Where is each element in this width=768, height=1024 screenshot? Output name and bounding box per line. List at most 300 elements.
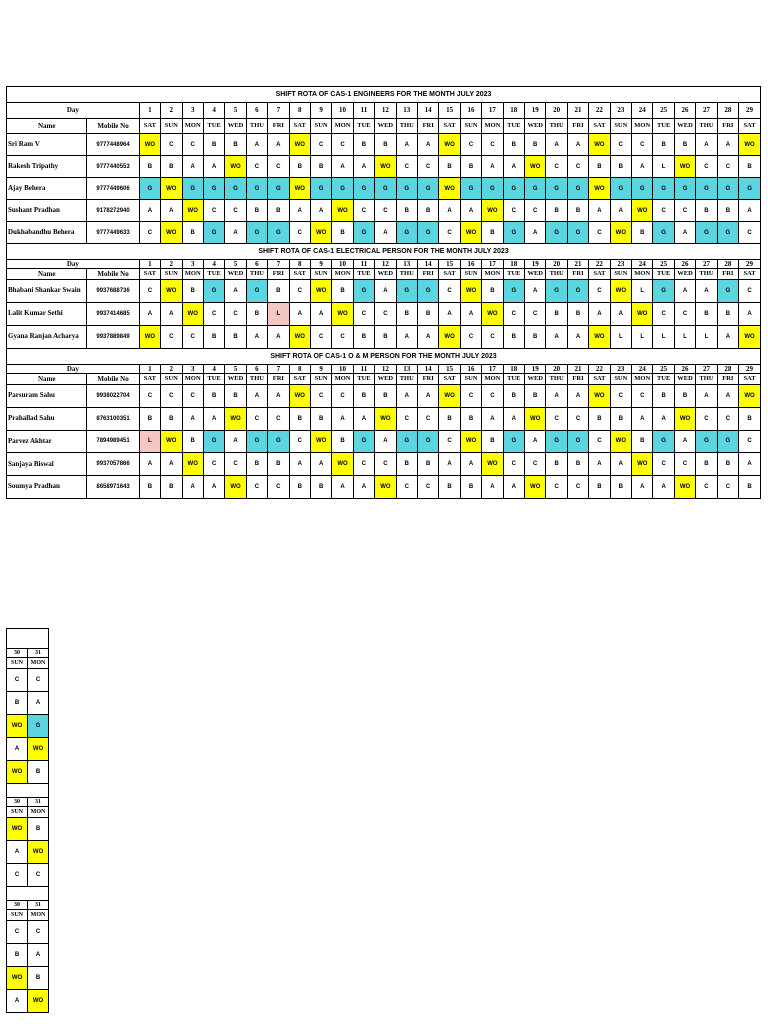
shift-cell: C bbox=[7, 921, 28, 944]
shift-cell: WO bbox=[632, 453, 653, 476]
mobile-number: 8658971643 bbox=[87, 476, 139, 499]
shift-cell: A bbox=[289, 200, 310, 222]
day-number: 27 bbox=[696, 365, 717, 374]
shift-cell: C bbox=[439, 280, 460, 303]
shift-cell: B bbox=[268, 280, 289, 303]
shift-cell: A bbox=[375, 430, 396, 453]
weekday: SUN bbox=[161, 374, 182, 385]
shift-cell: C bbox=[332, 326, 353, 349]
shift-cell: B bbox=[417, 303, 438, 326]
shift-cell: WO bbox=[310, 280, 331, 303]
mobile-number: 9937688736 bbox=[87, 280, 139, 303]
day-number: 10 bbox=[332, 260, 353, 269]
day-number: 9 bbox=[310, 260, 331, 269]
shift-cell: A bbox=[353, 407, 374, 430]
shift-cell: A bbox=[353, 156, 374, 178]
section-title: SHIFT ROTA OF CAS-1 ELECTRICAL PERSON FOR THE MONTH JULY 2023 bbox=[7, 244, 761, 260]
section-title: SHIFT ROTA OF CAS-1 ENGINEERS FOR THE MONTH JULY 2023 bbox=[7, 87, 761, 103]
shift-cell: B bbox=[739, 407, 761, 430]
shift-cell: C bbox=[139, 280, 160, 303]
shift-cell: G bbox=[546, 280, 567, 303]
weekday: TUE bbox=[203, 269, 224, 280]
weekday: WED bbox=[225, 269, 246, 280]
shift-cell: A bbox=[396, 134, 417, 156]
day-number: 10 bbox=[332, 103, 353, 119]
shift-cell: L bbox=[653, 156, 674, 178]
shift-cell: G bbox=[503, 280, 524, 303]
shift-cell: G bbox=[525, 178, 546, 200]
day-number: 1 bbox=[139, 103, 160, 119]
shift-cell: WO bbox=[161, 222, 182, 244]
weekday: FRI bbox=[717, 119, 738, 134]
weekday: SUN bbox=[7, 658, 28, 669]
blank-title-cell bbox=[7, 784, 49, 798]
shift-cell: C bbox=[653, 453, 674, 476]
weekday: THU bbox=[696, 374, 717, 385]
table-row bbox=[7, 841, 49, 864]
shift-cell: WO bbox=[7, 761, 28, 784]
shift-cell: C bbox=[439, 222, 460, 244]
shift-cell: A bbox=[546, 326, 567, 349]
shift-cell: B bbox=[182, 280, 203, 303]
shift-cell: C bbox=[7, 669, 28, 692]
weekday: THU bbox=[396, 119, 417, 134]
day-number: 8 bbox=[289, 260, 310, 269]
day-number: 11 bbox=[353, 365, 374, 374]
table-row bbox=[7, 407, 761, 430]
table-row bbox=[7, 430, 761, 453]
shift-cell: L bbox=[653, 326, 674, 349]
shift-cell: A bbox=[653, 407, 674, 430]
shift-cell: A bbox=[332, 476, 353, 499]
shift-cell: WO bbox=[460, 280, 481, 303]
shift-cell: A bbox=[396, 326, 417, 349]
weekday: MON bbox=[482, 374, 503, 385]
shift-cell: WO bbox=[525, 476, 546, 499]
weekday: SAT bbox=[439, 374, 460, 385]
weekday: SAT bbox=[139, 374, 160, 385]
weekday: WED bbox=[674, 269, 695, 280]
shift-cell: G bbox=[653, 430, 674, 453]
shift-cell: B bbox=[310, 156, 331, 178]
day-number: 26 bbox=[674, 103, 695, 119]
day-number: 31 bbox=[28, 901, 49, 910]
day-number: 2 bbox=[161, 103, 182, 119]
shift-cell: WO bbox=[610, 280, 631, 303]
day-number: 24 bbox=[632, 365, 653, 374]
weekday: WED bbox=[375, 374, 396, 385]
shift-cell: A bbox=[310, 453, 331, 476]
day-number: 11 bbox=[353, 103, 374, 119]
weekday: MON bbox=[632, 119, 653, 134]
day-number: 16 bbox=[460, 103, 481, 119]
weekday: SUN bbox=[310, 119, 331, 134]
shift-cell: G bbox=[482, 178, 503, 200]
shift-cell: WO bbox=[161, 430, 182, 453]
shift-cell: C bbox=[268, 156, 289, 178]
day-number: 7 bbox=[268, 260, 289, 269]
shift-cell: WO bbox=[289, 178, 310, 200]
shift-cell: A bbox=[503, 407, 524, 430]
shift-cell: B bbox=[567, 200, 588, 222]
shift-cell: A bbox=[268, 326, 289, 349]
shift-cell: A bbox=[268, 385, 289, 408]
weekday: SAT bbox=[589, 119, 610, 134]
shift-cell: WO bbox=[7, 715, 28, 738]
day-number: 31 bbox=[28, 798, 49, 807]
table-row bbox=[7, 669, 49, 692]
day-number: 6 bbox=[246, 260, 267, 269]
shift-cell: B bbox=[225, 134, 246, 156]
day-number: 30 bbox=[7, 901, 28, 910]
shift-cell: G bbox=[717, 178, 738, 200]
mobile-number: 9937889849 bbox=[87, 326, 139, 349]
shift-cell: WO bbox=[310, 222, 331, 244]
shift-cell: WO bbox=[739, 385, 761, 408]
day-number: 4 bbox=[203, 260, 224, 269]
shift-cell: G bbox=[396, 430, 417, 453]
shift-cell: G bbox=[567, 430, 588, 453]
weekday: SAT bbox=[739, 119, 761, 134]
shift-cell: WO bbox=[739, 326, 761, 349]
shift-cell: A bbox=[246, 326, 267, 349]
shift-cell: G bbox=[417, 430, 438, 453]
shift-cell: G bbox=[717, 280, 738, 303]
shift-cell: A bbox=[610, 453, 631, 476]
shift-cell: A bbox=[632, 407, 653, 430]
day-number: 6 bbox=[246, 365, 267, 374]
shift-cell: B bbox=[289, 156, 310, 178]
shift-cell: G bbox=[203, 280, 224, 303]
weekday: THU bbox=[546, 269, 567, 280]
mobile-number: 9937414685 bbox=[87, 303, 139, 326]
day-number: 26 bbox=[674, 365, 695, 374]
shift-cell: A bbox=[28, 692, 49, 715]
person-name: Parsuram Sahu bbox=[7, 385, 87, 408]
shift-cell: C bbox=[417, 476, 438, 499]
table-row bbox=[7, 921, 49, 944]
shift-cell: C bbox=[653, 303, 674, 326]
day-number: 8 bbox=[289, 103, 310, 119]
shift-cell: L bbox=[139, 430, 160, 453]
shift-cell: A bbox=[610, 303, 631, 326]
day-number: 12 bbox=[375, 260, 396, 269]
day-number: 22 bbox=[589, 365, 610, 374]
shift-cell: WO bbox=[28, 990, 49, 1013]
mobile-header: Mobile No bbox=[87, 374, 139, 385]
shift-cell: C bbox=[482, 385, 503, 408]
day-number: 25 bbox=[653, 260, 674, 269]
shift-cell: C bbox=[653, 200, 674, 222]
day-number: 22 bbox=[589, 103, 610, 119]
mobile-number: 9777449606 bbox=[87, 178, 139, 200]
weekday: WED bbox=[525, 269, 546, 280]
shift-cell: B bbox=[375, 326, 396, 349]
shift-cell: C bbox=[375, 453, 396, 476]
shift-cell: A bbox=[482, 476, 503, 499]
shift-cell: A bbox=[546, 385, 567, 408]
shift-cell: B bbox=[246, 200, 267, 222]
weekday: MON bbox=[332, 374, 353, 385]
day-number: 29 bbox=[739, 103, 761, 119]
day-number: 23 bbox=[610, 365, 631, 374]
weekday: THU bbox=[246, 119, 267, 134]
day-number: 1 bbox=[139, 260, 160, 269]
shift-cell: B bbox=[739, 476, 761, 499]
day-number: 17 bbox=[482, 365, 503, 374]
shift-cell: B bbox=[589, 156, 610, 178]
shift-cell: A bbox=[289, 303, 310, 326]
weekday: TUE bbox=[353, 374, 374, 385]
shift-cell: G bbox=[503, 178, 524, 200]
table-row bbox=[7, 967, 49, 990]
shift-cell: WO bbox=[439, 134, 460, 156]
day-number: 31 bbox=[28, 649, 49, 658]
day-number: 3 bbox=[182, 365, 203, 374]
day-number: 18 bbox=[503, 260, 524, 269]
shift-cell: A bbox=[610, 200, 631, 222]
shift-cell: A bbox=[268, 134, 289, 156]
shift-cell: C bbox=[246, 156, 267, 178]
day-number: 14 bbox=[417, 260, 438, 269]
shift-cell: A bbox=[246, 385, 267, 408]
shift-cell: C bbox=[696, 156, 717, 178]
shift-cell: C bbox=[182, 134, 203, 156]
shift-cell: B bbox=[268, 200, 289, 222]
day-number: 29 bbox=[739, 365, 761, 374]
shift-cell: A bbox=[696, 385, 717, 408]
person-name: Soumya Pradhan bbox=[7, 476, 87, 499]
weekday: FRI bbox=[268, 119, 289, 134]
mobile-number: 9777448964 bbox=[87, 134, 139, 156]
shift-cell: C bbox=[203, 303, 224, 326]
day-number: 4 bbox=[203, 103, 224, 119]
shift-cell: L bbox=[674, 326, 695, 349]
day-number: 13 bbox=[396, 260, 417, 269]
shift-cell: C bbox=[246, 476, 267, 499]
shift-cell: WO bbox=[632, 200, 653, 222]
shift-cell: B bbox=[653, 134, 674, 156]
weekday: THU bbox=[696, 119, 717, 134]
shift-cell: A bbox=[182, 476, 203, 499]
weekday: THU bbox=[696, 269, 717, 280]
shift-cell: B bbox=[546, 453, 567, 476]
table-row bbox=[7, 222, 761, 244]
shift-cell: B bbox=[161, 407, 182, 430]
shift-cell: C bbox=[353, 303, 374, 326]
shift-cell: B bbox=[139, 156, 160, 178]
person-name: Sri Ram V bbox=[7, 134, 87, 156]
weekday: WED bbox=[674, 374, 695, 385]
shift-cell: C bbox=[28, 669, 49, 692]
day-number: 4 bbox=[203, 365, 224, 374]
shift-cell: B bbox=[161, 476, 182, 499]
shift-cell: G bbox=[674, 178, 695, 200]
shift-cell: B bbox=[674, 385, 695, 408]
shift-cell: A bbox=[567, 326, 588, 349]
weekday: TUE bbox=[653, 119, 674, 134]
weekday: TUE bbox=[503, 119, 524, 134]
shift-cell: A bbox=[439, 453, 460, 476]
day-number: 3 bbox=[182, 260, 203, 269]
shift-cell: WO bbox=[439, 178, 460, 200]
shift-cell: WO bbox=[289, 385, 310, 408]
shift-cell: C bbox=[460, 134, 481, 156]
shift-cell: B bbox=[396, 453, 417, 476]
shift-cell: C bbox=[182, 326, 203, 349]
shift-cell: C bbox=[717, 476, 738, 499]
day-number: 29 bbox=[739, 260, 761, 269]
shift-cell: A bbox=[460, 303, 481, 326]
day-number: 21 bbox=[567, 260, 588, 269]
shift-cell: B bbox=[525, 134, 546, 156]
shift-cell: WO bbox=[375, 156, 396, 178]
mobile-number: 9777440553 bbox=[87, 156, 139, 178]
day-number: 20 bbox=[546, 260, 567, 269]
day-number: 27 bbox=[696, 103, 717, 119]
day-number: 22 bbox=[589, 260, 610, 269]
shift-cell: WO bbox=[375, 476, 396, 499]
weekday: SAT bbox=[289, 119, 310, 134]
weekday: WED bbox=[225, 374, 246, 385]
weekday: SAT bbox=[439, 119, 460, 134]
name-header: Name bbox=[7, 269, 87, 280]
table-row bbox=[7, 280, 761, 303]
shift-cell: C bbox=[589, 430, 610, 453]
weekday: SAT bbox=[289, 269, 310, 280]
shift-cell: B bbox=[7, 944, 28, 967]
shift-cell: B bbox=[589, 476, 610, 499]
shift-cell: G bbox=[246, 222, 267, 244]
shift-cell: B bbox=[525, 385, 546, 408]
shift-rota-continuation-table bbox=[6, 628, 49, 1013]
shift-cell: C bbox=[482, 134, 503, 156]
shift-cell: B bbox=[503, 385, 524, 408]
shift-cell: G bbox=[353, 280, 374, 303]
shift-cell: A bbox=[375, 280, 396, 303]
weekday: WED bbox=[674, 119, 695, 134]
day-number: 28 bbox=[717, 365, 738, 374]
day-number: 15 bbox=[439, 365, 460, 374]
shift-cell: B bbox=[139, 476, 160, 499]
shift-cell: C bbox=[289, 430, 310, 453]
weekday: MON bbox=[28, 910, 49, 921]
mobile-number: 9938022704 bbox=[87, 385, 139, 408]
day-number: 23 bbox=[610, 260, 631, 269]
shift-cell: C bbox=[546, 156, 567, 178]
shift-cell: A bbox=[674, 222, 695, 244]
weekday: TUE bbox=[653, 269, 674, 280]
shift-cell: G bbox=[268, 178, 289, 200]
shift-cell: A bbox=[139, 453, 160, 476]
shift-cell: G bbox=[717, 430, 738, 453]
weekday: FRI bbox=[567, 374, 588, 385]
shift-cell: B bbox=[632, 222, 653, 244]
shift-cell: A bbox=[717, 134, 738, 156]
day-number: 2 bbox=[161, 365, 182, 374]
shift-cell: A bbox=[203, 407, 224, 430]
day-number: 16 bbox=[460, 365, 481, 374]
shift-cell: A bbox=[439, 303, 460, 326]
shift-cell: A bbox=[28, 944, 49, 967]
shift-cell: A bbox=[482, 156, 503, 178]
shift-cell: G bbox=[353, 178, 374, 200]
mobile-header: Mobile No bbox=[87, 269, 139, 280]
table-row bbox=[7, 692, 49, 715]
shift-cell: C bbox=[439, 430, 460, 453]
day-number: 9 bbox=[310, 365, 331, 374]
weekday: SUN bbox=[610, 119, 631, 134]
weekday: THU bbox=[396, 374, 417, 385]
shift-cell: A bbox=[589, 303, 610, 326]
shift-cell: WO bbox=[439, 385, 460, 408]
shift-cell: G bbox=[696, 178, 717, 200]
shift-cell: A bbox=[482, 407, 503, 430]
person-name: Parvez Akhtar bbox=[7, 430, 87, 453]
shift-cell: C bbox=[225, 303, 246, 326]
mobile-number: 7894989451 bbox=[87, 430, 139, 453]
person-name: Prahallad Sahu bbox=[7, 407, 87, 430]
shift-cell: C bbox=[739, 280, 761, 303]
day-number: 19 bbox=[525, 365, 546, 374]
shift-cell: G bbox=[246, 178, 267, 200]
shift-cell: C bbox=[739, 222, 761, 244]
shift-cell: B bbox=[353, 385, 374, 408]
shift-cell: B bbox=[696, 453, 717, 476]
day-number: 28 bbox=[717, 260, 738, 269]
shift-cell: C bbox=[353, 453, 374, 476]
day-number: 5 bbox=[225, 103, 246, 119]
blank-title-cell bbox=[7, 629, 49, 649]
shift-cell: WO bbox=[610, 430, 631, 453]
shift-cell: B bbox=[439, 156, 460, 178]
person-name: Lalit Kumar Sethi bbox=[7, 303, 87, 326]
shift-cell: C bbox=[225, 200, 246, 222]
shift-cell: B bbox=[439, 476, 460, 499]
day-number: 5 bbox=[225, 260, 246, 269]
shift-cell: A bbox=[139, 200, 160, 222]
shift-cell: G bbox=[610, 178, 631, 200]
weekday: MON bbox=[482, 119, 503, 134]
shift-cell: C bbox=[289, 222, 310, 244]
weekday: TUE bbox=[653, 374, 674, 385]
shift-cell: C bbox=[567, 156, 588, 178]
shift-cell: WO bbox=[289, 326, 310, 349]
shift-cell: A bbox=[225, 280, 246, 303]
day-number: 13 bbox=[396, 365, 417, 374]
weekday: THU bbox=[396, 269, 417, 280]
day-number: 9 bbox=[310, 103, 331, 119]
day-number: 21 bbox=[567, 365, 588, 374]
day-number: 19 bbox=[525, 103, 546, 119]
day-label: Day bbox=[7, 103, 140, 119]
shift-cell: C bbox=[546, 476, 567, 499]
weekday: SAT bbox=[289, 374, 310, 385]
person-name: Bhabani Shankar Swain bbox=[7, 280, 87, 303]
mobile-number: 9777449633 bbox=[87, 222, 139, 244]
day-number: 20 bbox=[546, 365, 567, 374]
weekday: SAT bbox=[139, 269, 160, 280]
shift-cell: G bbox=[632, 178, 653, 200]
shift-cell: G bbox=[653, 222, 674, 244]
shift-cell: G bbox=[353, 222, 374, 244]
shift-cell: A bbox=[460, 200, 481, 222]
shift-cell: G bbox=[567, 178, 588, 200]
shift-cell: A bbox=[353, 476, 374, 499]
weekday: SUN bbox=[7, 910, 28, 921]
weekday: MON bbox=[482, 269, 503, 280]
weekday: FRI bbox=[567, 119, 588, 134]
